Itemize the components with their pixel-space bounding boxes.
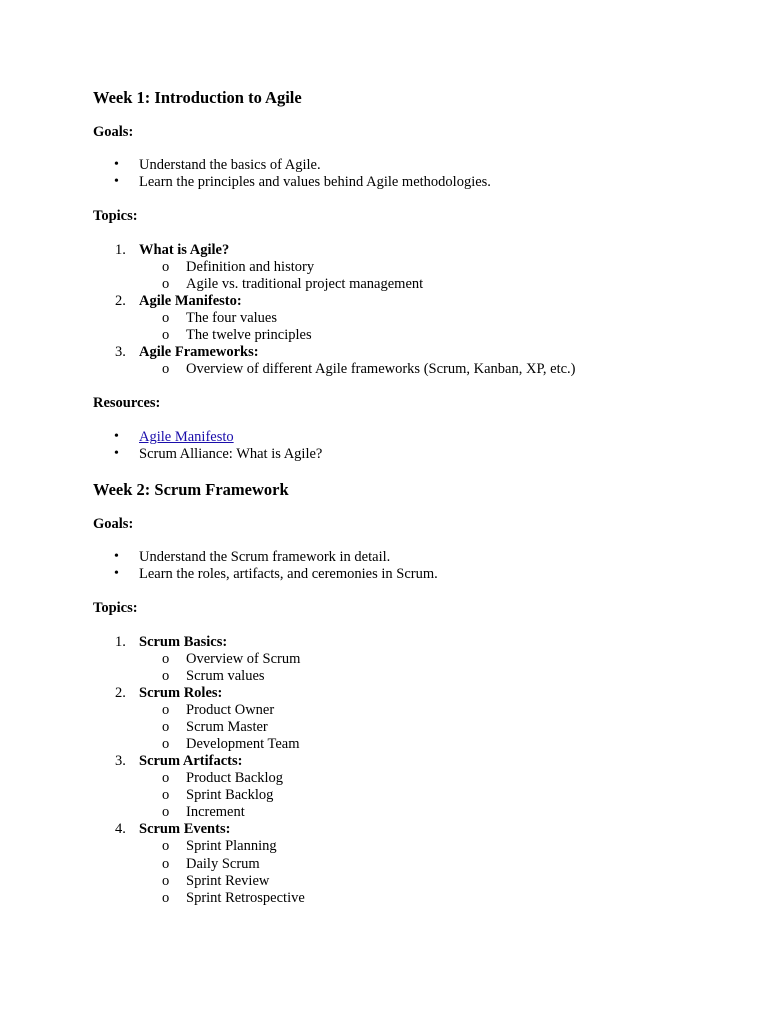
week1-resource-2: Scrum Alliance: What is Agile?	[139, 446, 323, 462]
week2-goals-heading: Goals:	[93, 516, 134, 532]
week1-goal-2: Learn the principles and values behind Agile methodologies.	[139, 174, 491, 190]
sub-bullet-marker: o	[162, 361, 170, 377]
sub-bullet-marker: o	[162, 651, 170, 667]
week2-topic-2-title: Scrum Roles:	[139, 685, 223, 701]
sub-bullet-marker: o	[162, 873, 170, 889]
sub-bullet-marker: o	[162, 259, 170, 275]
bullet-marker: •	[114, 174, 119, 189]
week1-topic-2-title: Agile Manifesto:	[139, 293, 242, 309]
bullet-marker: •	[114, 429, 119, 444]
list-item: Product Owner	[186, 702, 275, 718]
sub-bullet-marker: o	[162, 736, 170, 752]
list-number: 3.	[115, 753, 126, 769]
week2-title: Week 2: Scrum Framework	[93, 480, 289, 499]
bullet-marker: •	[114, 446, 119, 461]
week1-goals-heading: Goals:	[93, 124, 134, 140]
week2-topic-1-title: Scrum Basics:	[139, 634, 228, 650]
list-item: Product Backlog	[186, 770, 284, 786]
week1-topics-heading: Topics:	[93, 208, 138, 224]
list-item: Sprint Review	[186, 873, 270, 889]
sub-bullet-marker: o	[162, 719, 170, 735]
agile-manifesto-link[interactable]: Agile Manifesto	[139, 429, 234, 445]
sub-bullet-marker: o	[162, 668, 170, 684]
list-item: Development Team	[186, 736, 300, 752]
week1-resources-heading: Resources:	[93, 395, 161, 411]
list-number: 3.	[115, 344, 126, 360]
week2-goal-1: Understand the Scrum framework in detail.	[139, 549, 391, 565]
list-item: Overview of different Agile frameworks (Scrum, Kanban, XP, etc.)	[186, 361, 576, 377]
list-item: Sprint Planning	[186, 838, 277, 854]
week2-topic-4-title: Scrum Events:	[139, 821, 231, 837]
sub-bullet-marker: o	[162, 327, 170, 343]
sub-bullet-marker: o	[162, 787, 170, 803]
list-item: Overview of Scrum	[186, 651, 301, 667]
list-number: 4.	[115, 821, 126, 837]
week1-goal-1: Understand the basics of Agile.	[139, 157, 321, 173]
list-number: 2.	[115, 293, 126, 309]
list-item: The four values	[186, 310, 277, 326]
list-number: 2.	[115, 685, 126, 701]
bullet-marker: •	[114, 157, 119, 172]
list-item: Increment	[186, 804, 245, 820]
week2-topics-heading: Topics:	[93, 600, 138, 616]
list-item: Sprint Backlog	[186, 787, 274, 803]
list-item: Scrum values	[186, 668, 265, 684]
sub-bullet-marker: o	[162, 838, 170, 854]
week1-topic-1-title: What is Agile?	[139, 242, 230, 258]
list-item: The twelve principles	[186, 327, 312, 343]
week1-topic-3-title: Agile Frameworks:	[139, 344, 259, 360]
list-item: Agile vs. traditional project management	[186, 276, 424, 292]
sub-bullet-marker: o	[162, 276, 170, 292]
sub-bullet-marker: o	[162, 310, 170, 326]
list-number: 1.	[115, 242, 126, 258]
list-number: 1.	[115, 634, 126, 650]
sub-bullet-marker: o	[162, 856, 170, 872]
week1-title: Week 1: Introduction to Agile	[93, 88, 302, 107]
week2-goal-2: Learn the roles, artifacts, and ceremonies in Scrum.	[139, 566, 438, 582]
list-item: Sprint Retrospective	[186, 890, 305, 906]
list-item: Scrum Master	[186, 719, 268, 735]
sub-bullet-marker: o	[162, 702, 170, 718]
week2-topic-3-title: Scrum Artifacts:	[139, 753, 243, 769]
list-item: Definition and history	[186, 259, 315, 275]
list-item: Daily Scrum	[186, 856, 260, 872]
sub-bullet-marker: o	[162, 890, 170, 906]
sub-bullet-marker: o	[162, 804, 170, 820]
bullet-marker: •	[114, 549, 119, 564]
sub-bullet-marker: o	[162, 770, 170, 786]
bullet-marker: •	[114, 566, 119, 581]
